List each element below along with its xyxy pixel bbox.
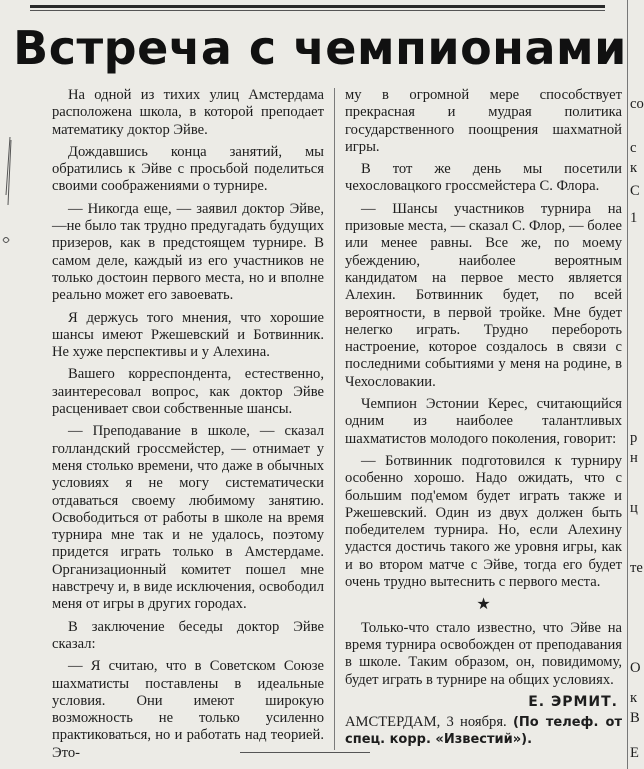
left-paragraph: — Никогда еще, — заявил доктор Эйве, —не было так трудно предугадать будущих призеров, как в предстоящем турнире. В самом деле, каждый из его участников не только достоин первого места, но и вполне реально может его завоевать. bbox=[52, 200, 324, 304]
top-rule-thin bbox=[30, 10, 605, 11]
column-divider bbox=[334, 88, 335, 750]
left-paragraph: Я держусь того мнения, что хорошие шансы имеют Ржешевский и Ботвинник. Не хуже перспективы и у Алехина. bbox=[52, 309, 324, 361]
fragment-text: 1 bbox=[630, 210, 638, 226]
fragment-text: с bbox=[630, 140, 637, 156]
right-edge-rule bbox=[627, 0, 628, 769]
left-paragraph: Дождавшись конца занятий, мы обратились к Эйве с просьбой поделиться своими соображениями о турнире. bbox=[52, 143, 324, 195]
fragment-text: В bbox=[630, 710, 640, 726]
fragment-text: со bbox=[630, 96, 644, 112]
right-paragraph: — Шансы участников турнира на призовые места, — сказал С. Флор, — более или менее равны. Все же, по моему убеждению, наиболее вероятным кандидатом на первое место является Алехин. Ботвинник будет, по всей вероятности, в первой тройке. Мне будет нелегко играть. Трудно перебороть настроение, которое создалось в связи с последними событиями у меня на родине, в Чехословакии. bbox=[345, 200, 622, 390]
headline: Встреча с чемпионами bbox=[13, 21, 627, 75]
right-paragraph: — Ботвинник подготовился к турниру особенно хорошо. Надо ожидать, что с большим под'емом будет играть также и Ржешевский. Один из двух должен быть победителем турнира. Но, если Алехину удастся достичь такого же уровня игры, как и во втором матче с Эйве, тогда его будет очень трудно вытеснить с первого места. bbox=[345, 452, 622, 591]
fragment-text: н bbox=[630, 450, 638, 466]
bottom-rule bbox=[240, 752, 370, 753]
fragment-text: Е bbox=[630, 745, 639, 761]
fragment-text: О bbox=[630, 660, 641, 676]
left-paragraph: Вашего корреспондента, естественно, заинтересовал вопрос, как доктор Эйве расценивает свои собственные шансы. bbox=[52, 366, 324, 418]
author-signature: Е. ЭРМИТ. bbox=[528, 693, 618, 710]
left-paragraph: На одной из тихих улиц Амстердама расположена школа, в которой преподает математику доктор Эйве. bbox=[52, 87, 324, 138]
left-paragraph: — Преподавание в школе, — сказал голландский гроссмейстер, — отнимает у меня столько времени, что даже в обычных условиях я не могу систематически отдаваться своему любимому занятию. Освободиться от работы в школе на время турнира мне так и не удалось, поэтому придется играть только в Амстердаме. Организационный комитет пошел мне навстречу и, в виде исключения, освободил меня от игры в других городах. bbox=[52, 423, 324, 613]
right-column bbox=[345, 87, 622, 749]
left-paragraph: — Я считаю, что в Советском Союзе шахматисты поставлены в идеальные условия. Они имеют широкую возможность не только усиленно практиковаться, но и работать над теорией. Это- bbox=[52, 658, 324, 761]
fragment-text: С bbox=[630, 183, 640, 199]
fragment-text: к bbox=[630, 690, 638, 706]
fragment-text: ц bbox=[630, 500, 638, 516]
fragment-text: к bbox=[630, 160, 638, 176]
dateline-place-date: АМСТЕРДАМ, 3 ноября. bbox=[345, 714, 507, 731]
top-rule bbox=[30, 5, 605, 8]
right-paragraph: В тот же день мы посетили чехословацкого гроссмейстера С. Флора. bbox=[345, 161, 622, 195]
dateline bbox=[345, 714, 622, 749]
addendum-paragraph: Только-что стало известно, что Эйве на время турнира освобожден от преподавания в школе. Таким образом, он, повидимому, будет играть в турнире на общих условиях. bbox=[345, 619, 622, 688]
star-separator: ★ bbox=[476, 596, 491, 614]
fragment-text: р bbox=[630, 430, 638, 446]
right-paragraph: му в огромной мере способствует прекрасная и мудрая политика государственного поощрения шахматной игры. bbox=[345, 87, 622, 155]
right-paragraph: Чемпион Эстонии Керес, считающийся одним из наиболее талантливых шахматистов молодого поколения, говорит: bbox=[345, 396, 622, 447]
dateline-source: (По телеф. от спец. корр. «Известий»). bbox=[345, 715, 623, 748]
adjacent-column-fragments bbox=[629, 0, 644, 769]
fragment-text: те bbox=[630, 560, 643, 576]
pencil-mark bbox=[0, 135, 16, 265]
left-column bbox=[52, 87, 324, 767]
left-paragraph: В заключение беседы доктор Эйве сказал: bbox=[52, 618, 324, 652]
